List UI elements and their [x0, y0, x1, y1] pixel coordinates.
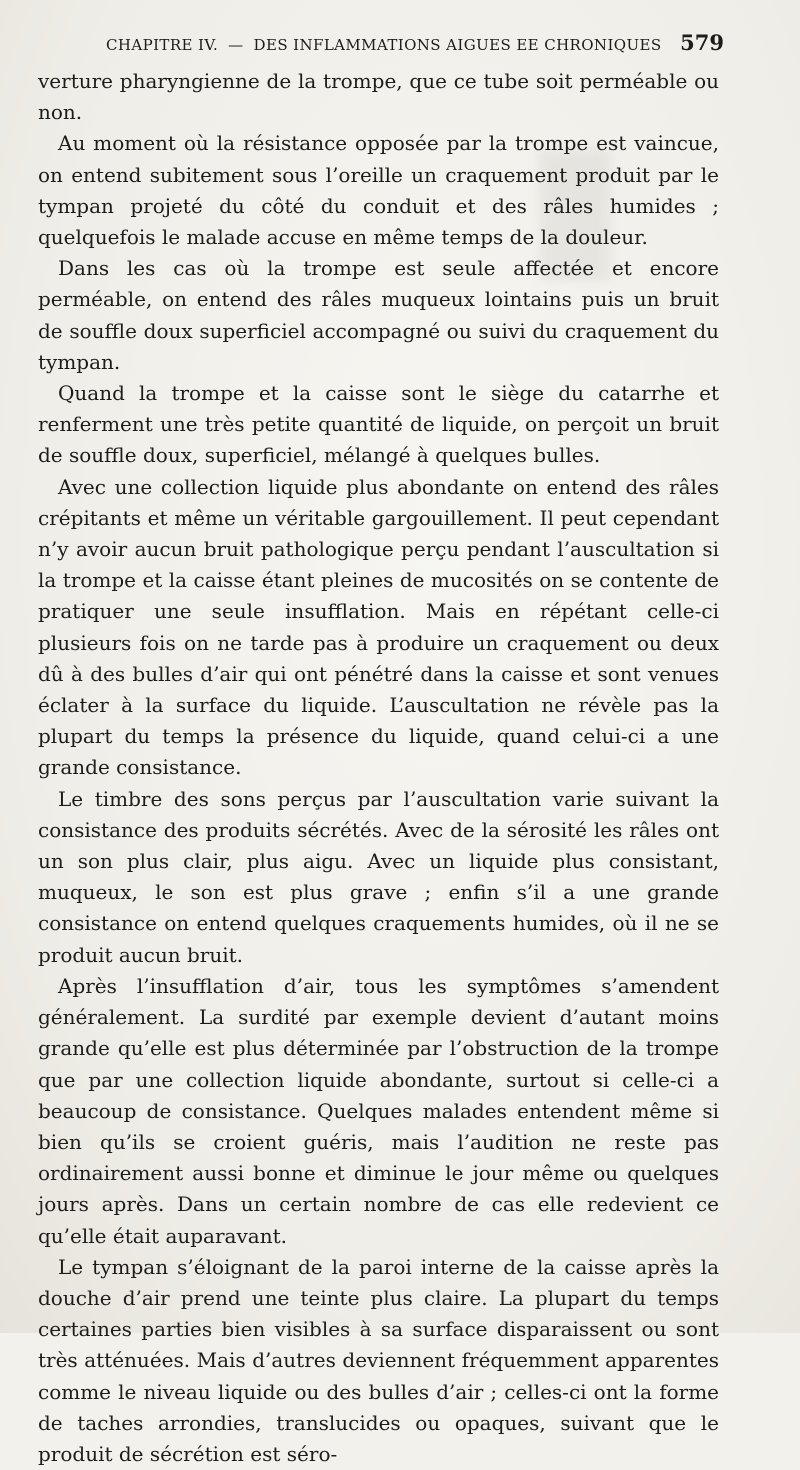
paragraph: Après l’insufflation d’air, tous les symptômes s’amendent généralement. La surdité par exemple devient d’autant moins grande qu’elle est plus déterminée par l’obstruction de la trompe que par une collection liquide abondante, surtout si celle-ci a beaucoup de consistance. Quelques malades entendent même si bien qu’ils se croient guéris, mais l’audition ne reste pas ordinairement aussi bonne et diminue le jour même ou quelques jours après. Dans un certain nombre de cas elle redevient ce qu’elle était auparavant. [38, 973, 719, 1248]
chapter-label: CHAPITRE IV. [106, 36, 219, 54]
paragraph: Avec une collection liquide plus abondante on entend des râles crépitants et même un véritable gargouillement. Il peut cependant n’y avoir aucun bruit pathologique perçu pendant l’auscultation si la trompe et la caisse étant pleines de mucosités on se contente de pratiquer une seule insufflation. Mais en répétant celle-ci plusieurs fois on ne tarde pas à produire un craquement ou deux dû à des bulles d’air qui ont pénétré dans la caisse et sont venues éclater à la surface du liquide. L’auscultation ne révèle pas la plupart du temps la présence du liquide, quand celui-ci a une grande consistance. [38, 474, 719, 780]
page-body [38, 66, 719, 1470]
running-header [106, 30, 724, 58]
paragraph: verture pharyngienne de la trompe, que ce tube soit perméable ou non. [38, 69, 719, 125]
paragraph: Le timbre des sons perçus par l’auscultation varie suivant la consistance des produits sécrétés. Avec de la sérosité les râles ont un son plus clair, plus aigu. Avec un liquide plus consistant, muqueux, le son est plus grave ; enfin s’il a une grande consistance on entend quelques craquements humides, où il ne se produit aucun bruit. [38, 786, 719, 967]
page-number: 579 [680, 30, 724, 55]
header-dash: — [228, 36, 244, 54]
paragraph: Quand la trompe et la caisse sont le siège du catarrhe et renferment une très petite quantité de liquide, on perçoit un bruit de souffle doux, superficiel, mélangé à quelques bulles. [38, 381, 719, 468]
paragraph: Au moment où la résistance opposée par la trompe est vaincue, on entend subitement sous l’oreille un craquement produit par le tympan projeté du côté du conduit et des râles humides ; quelquefois le malade accuse en même temps de la douleur. [38, 131, 719, 250]
paragraph: Dans les cas où la trompe est seule affectée et encore perméable, on entend des râles muqueux lointains puis un bruit de souffle doux superficiel accompagné ou suivi du craquement du tympan. [38, 256, 719, 374]
chapter-title: DES INFLAMMATIONS AIGUES EE CHRONIQUES [253, 36, 662, 54]
paragraph: Le tympan s’éloignant de la paroi interne de la caisse après la douche d’air prend une teinte plus claire. La plupart du temps certaines parties bien visibles à sa surface disparaissent ou sont très atténuées. Mais d’autres deviennent fréquemment apparentes comme le niveau liquide ou des bulles d’air ; celles-ci ont la forme de taches arrondies, translucides ou opaques, suivant que le produit de sécrétion est séro- [38, 1254, 719, 1466]
